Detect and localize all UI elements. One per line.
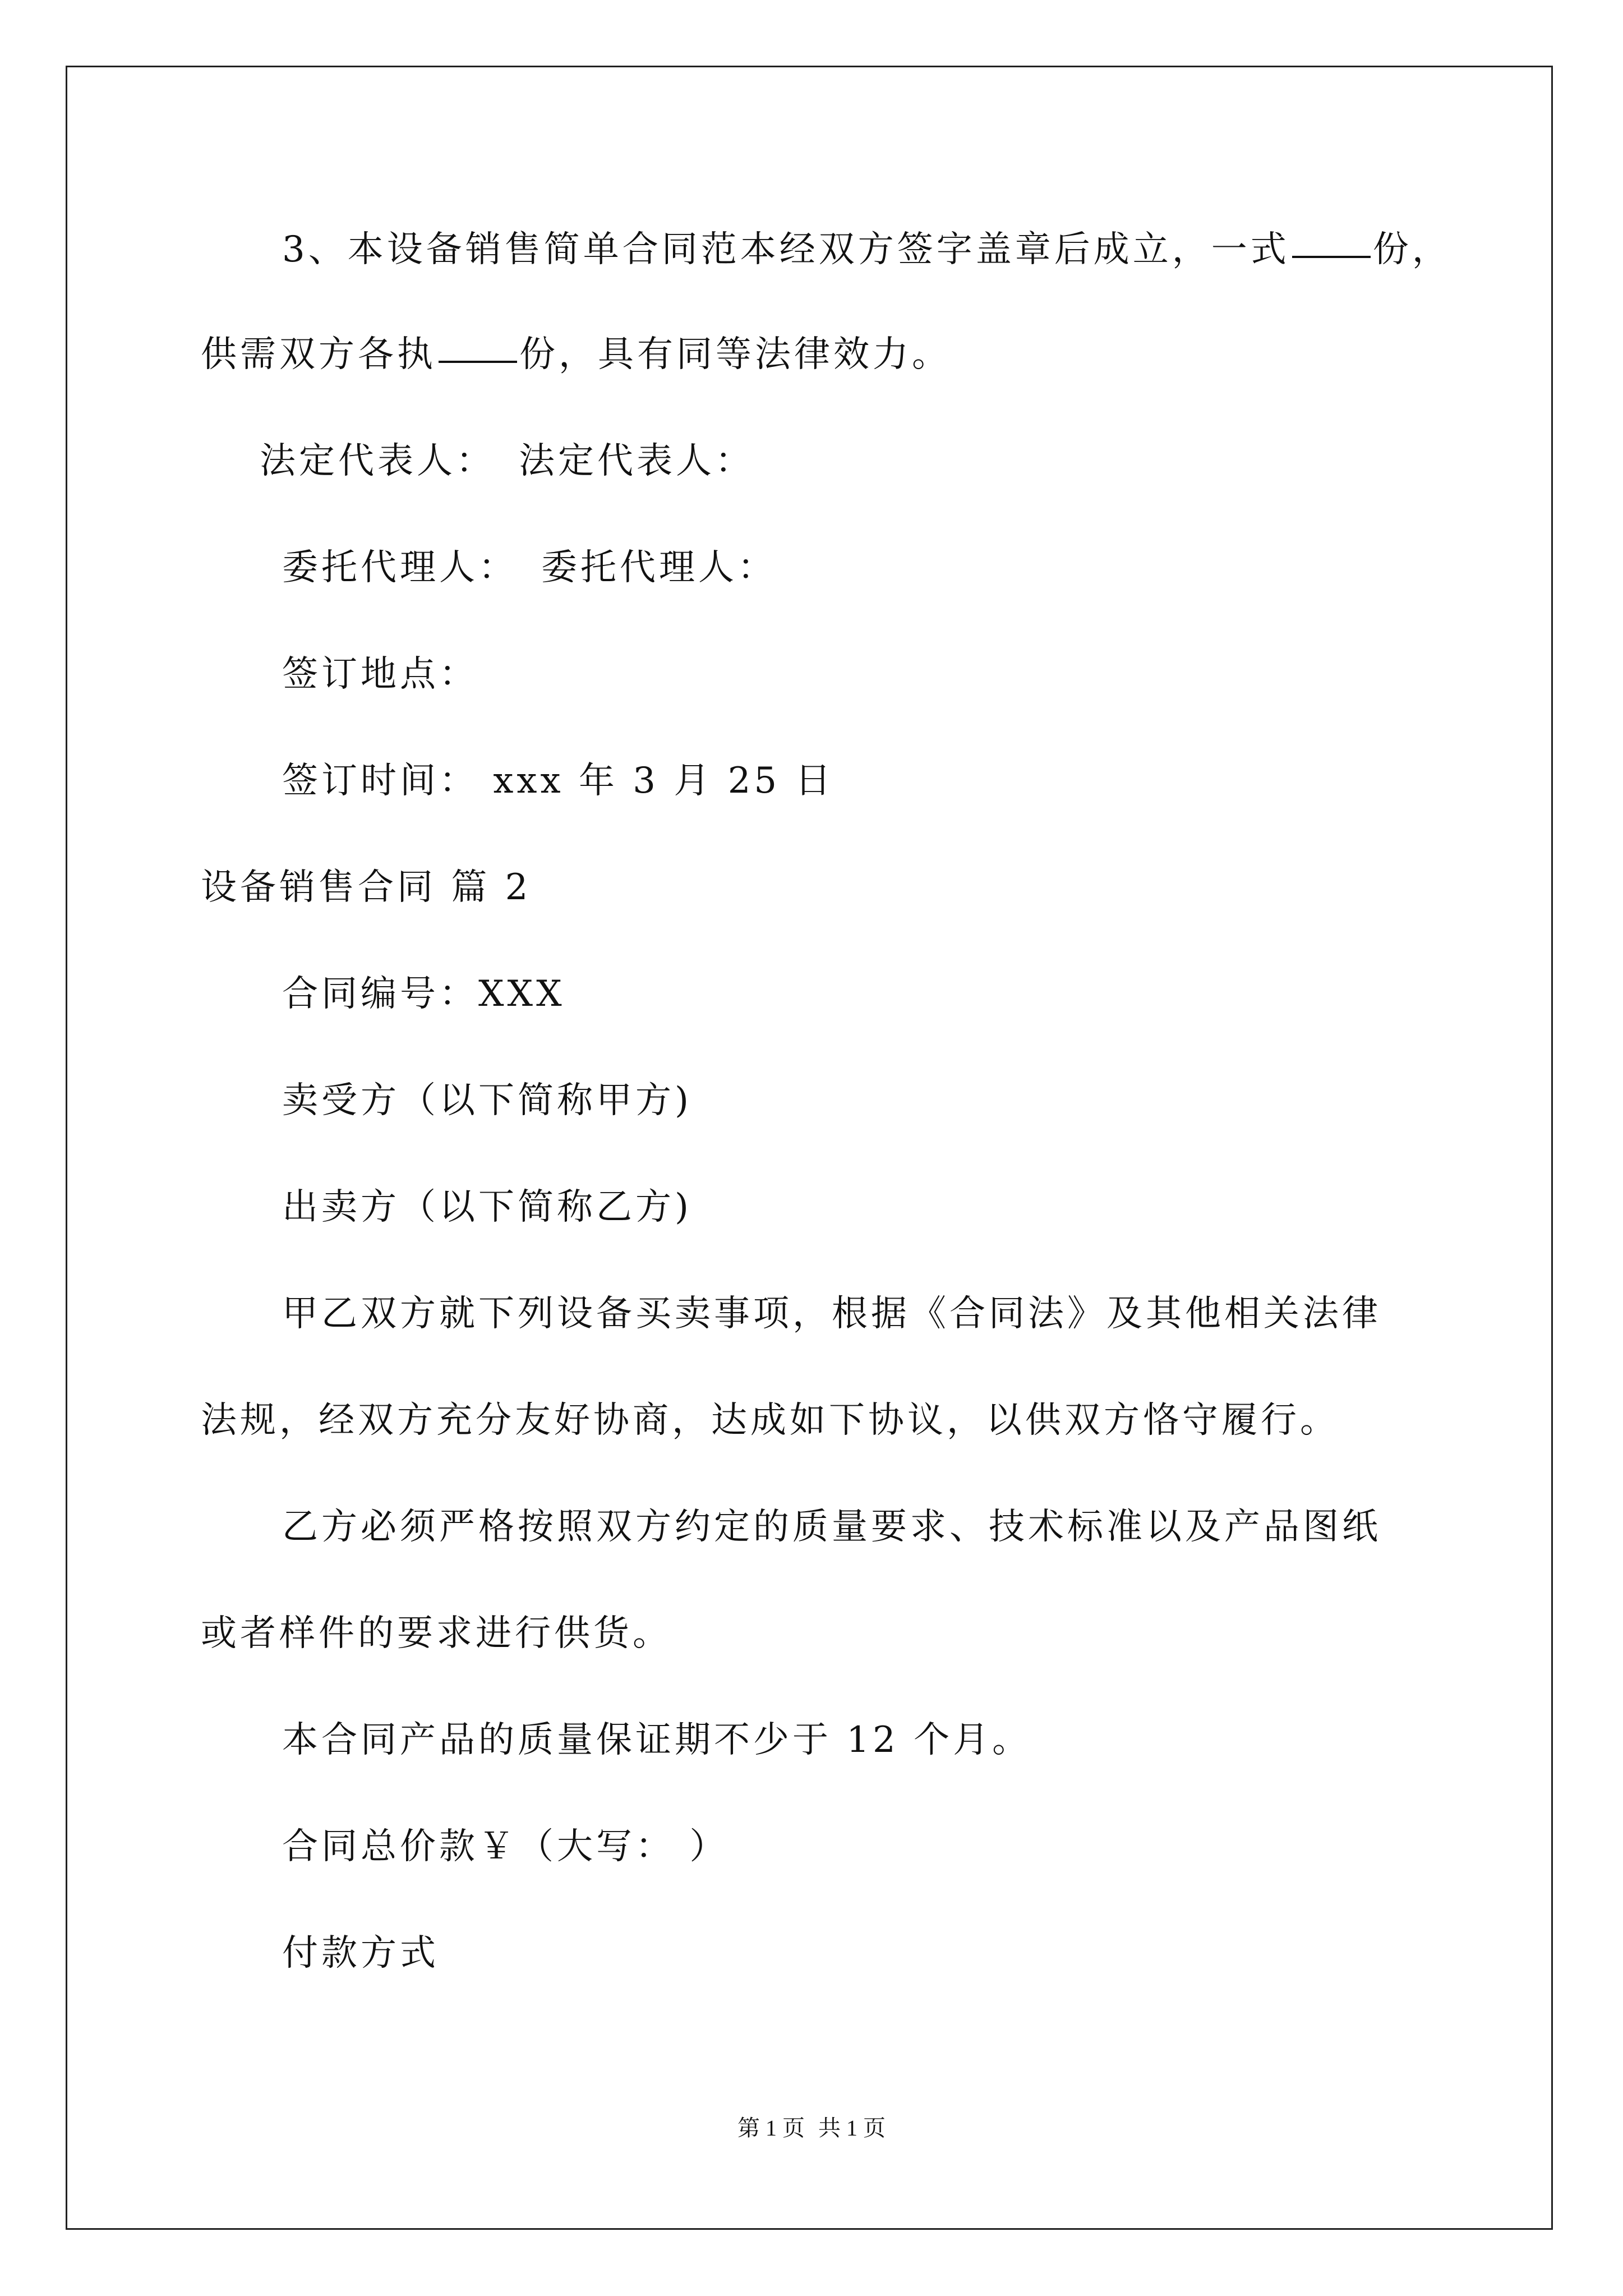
legal-rep-label-b: 法定代表人： [519,440,754,482]
signing-time: 签订时间： xxx 年 3 月 25 日 [282,760,834,802]
copies-total-blank [1292,256,1371,258]
quality-paragraph-line-2: 或者样件的要求进行供货。 [201,1613,672,1654]
payment-method-heading: 付款方式 [282,1932,439,1974]
clause-3-text-c: 供需双方各执 [201,334,436,375]
agent-label-b: 委托代理人： [541,547,777,588]
clause-3-line-1 [282,229,1451,270]
clause-3-line-2 [201,334,951,375]
total-price-clause: 合同总价款￥（大写： ） [282,1826,729,1867]
legal-rep-label-a: 法定代表人： [260,440,495,482]
agent-label-a: 委托代理人： [282,547,518,588]
clause-3-text-b: 份， [1372,229,1451,270]
contract-number: 合同编号：XXX [282,973,565,1015]
seller-party: 出卖方（以下简称乙方) [282,1186,692,1228]
page-footer [0,2110,1623,2142]
legal-representative-line [260,440,754,482]
section-title: 设备销售合同 篇 2 [201,867,532,908]
agreement-paragraph-line-2: 法规，经双方充分友好协商，达成如下协议，以供双方恪守履行。 [201,1400,1339,1441]
clause-3-text-d: 份，具有同等法律效力。 [519,334,951,375]
page-border [66,66,1553,2230]
buyer-party: 卖受方（以下简称甲方) [282,1080,692,1121]
page-number-current: 第 1 页 [737,2115,805,2141]
page-number-total: 共 1 页 [818,2115,886,2141]
agent-line [282,547,777,588]
clause-3-text-a: 3、本设备销售简单合同范本经双方签字盖章后成立，一式 [282,229,1290,270]
agreement-paragraph-line-1: 甲乙双方就下列设备买卖事项，根据《合同法》及其他相关法律 [282,1293,1381,1335]
warranty-clause: 本合同产品的质量保证期不少于 12 个月。 [282,1719,1032,1761]
copies-each-blank [439,361,517,363]
quality-paragraph-line-1: 乙方必须严格按照双方约定的质量要求、技术标准以及产品图纸 [282,1506,1381,1548]
signing-place: 签订地点： [282,654,478,695]
